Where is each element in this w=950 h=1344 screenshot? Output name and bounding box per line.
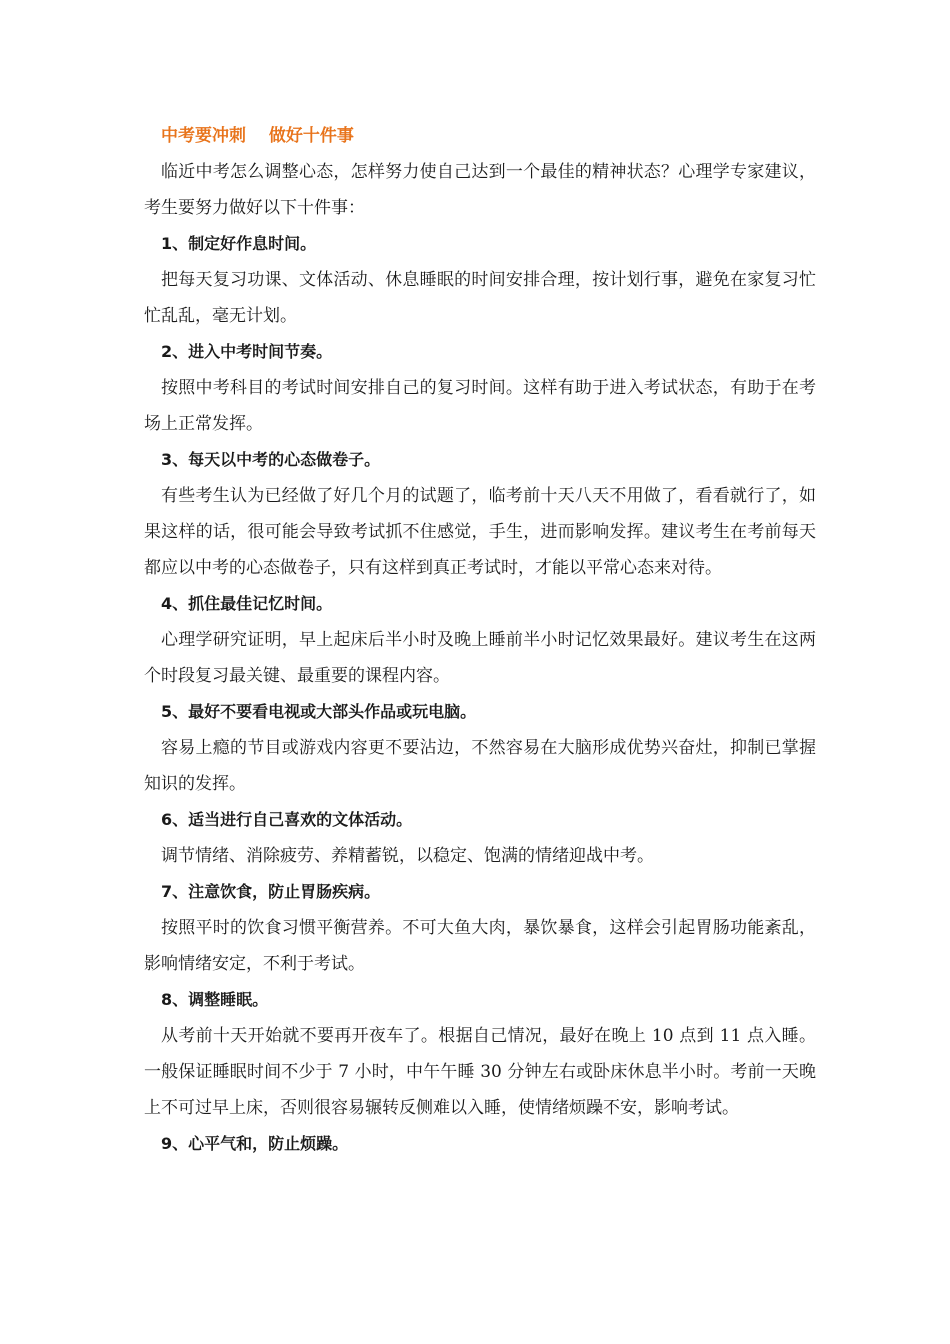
tip-heading: 2、进入中考时间节奏。 <box>161 342 333 361</box>
tip-item-3 <box>144 442 816 586</box>
tip-heading: 6、适当进行自己喜欢的文体活动。 <box>161 810 413 829</box>
tip-body: 心理学研究证明，早上起床后半小时及晚上睡前半小时记忆效果最好。建议考生在这两个时段复习最关键、最重要的课程内容。 <box>144 630 816 686</box>
tip-item-8 <box>144 982 816 1126</box>
tip-body: 调节情绪、消除疲劳、养精蓄锐，以稳定、饱满的情绪迎战中考。 <box>161 846 654 866</box>
tip-item-9 <box>144 1126 816 1162</box>
tip-heading: 3、每天以中考的心态做卷子。 <box>161 450 381 469</box>
intro-paragraph: 临近中考怎么调整心态，怎样努力使自己达到一个最佳的精神状态？心理学专家建议，考生要努力做好以下十件事： <box>144 162 816 218</box>
tip-heading: 7、注意饮食，防止胃肠疾病。 <box>161 882 381 901</box>
tip-heading: 5、最好不要看电视或大部头作品或玩电脑。 <box>161 702 477 721</box>
tip-heading: 1、制定好作息时间。 <box>161 234 317 253</box>
tip-item-2 <box>144 334 816 442</box>
tip-body: 容易上瘾的节目或游戏内容更不要沾边，不然容易在大脑形成优势兴奋灶，抑制已掌握知识的发挥。 <box>144 738 816 794</box>
tip-item-5 <box>144 694 816 802</box>
tip-heading: 9、心平气和，防止烦躁。 <box>161 1134 349 1153</box>
tip-body: 把每天复习功课、文体活动、休息睡眠的时间安排合理，按计划行事，避免在家复习忙忙乱乱，毫无计划。 <box>144 270 816 326</box>
tip-heading: 4、抓住最佳记忆时间。 <box>161 594 333 613</box>
tip-body: 按照中考科目的考试时间安排自己的复习时间。这样有助于进入考试状态，有助于在考场上正常发挥。 <box>144 378 816 434</box>
tip-item-4 <box>144 586 816 694</box>
tip-item-1 <box>144 226 816 334</box>
tip-body: 按照平时的饮食习惯平衡营养。不可大鱼大肉，暴饮暴食，这样会引起胃肠功能紊乱，影响情绪安定，不利于考试。 <box>144 918 816 974</box>
tip-body: 有些考生认为已经做了好几个月的试题了，临考前十天八天不用做了，看看就行了，如果这样的话，很可能会导致考试抓不住感觉，手生，进而影响发挥。建议考生在考前每天都应以中考的心态做卷子，只有这样到真正考试时，才能以平常心态来对待。 <box>144 486 816 578</box>
tip-item-6 <box>144 802 816 874</box>
tip-heading: 8、调整睡眠。 <box>161 990 269 1009</box>
tip-item-7 <box>144 874 816 982</box>
document-page <box>144 118 816 1162</box>
tip-body: 从考前十天开始就不要再开夜车了。根据自己情况，最好在晚上 10 点到 11 点入睡。一般保证睡眠时间不少于 7 小时，中午午睡 30 分钟左右或卧床休息半小时。考前一天晚上不可过早上床，否则很容易辗转反侧难以入睡，使情绪烦躁不安，影响考试。 <box>144 1026 816 1118</box>
document-title: 中考要冲刺 做好十件事 <box>161 126 354 146</box>
